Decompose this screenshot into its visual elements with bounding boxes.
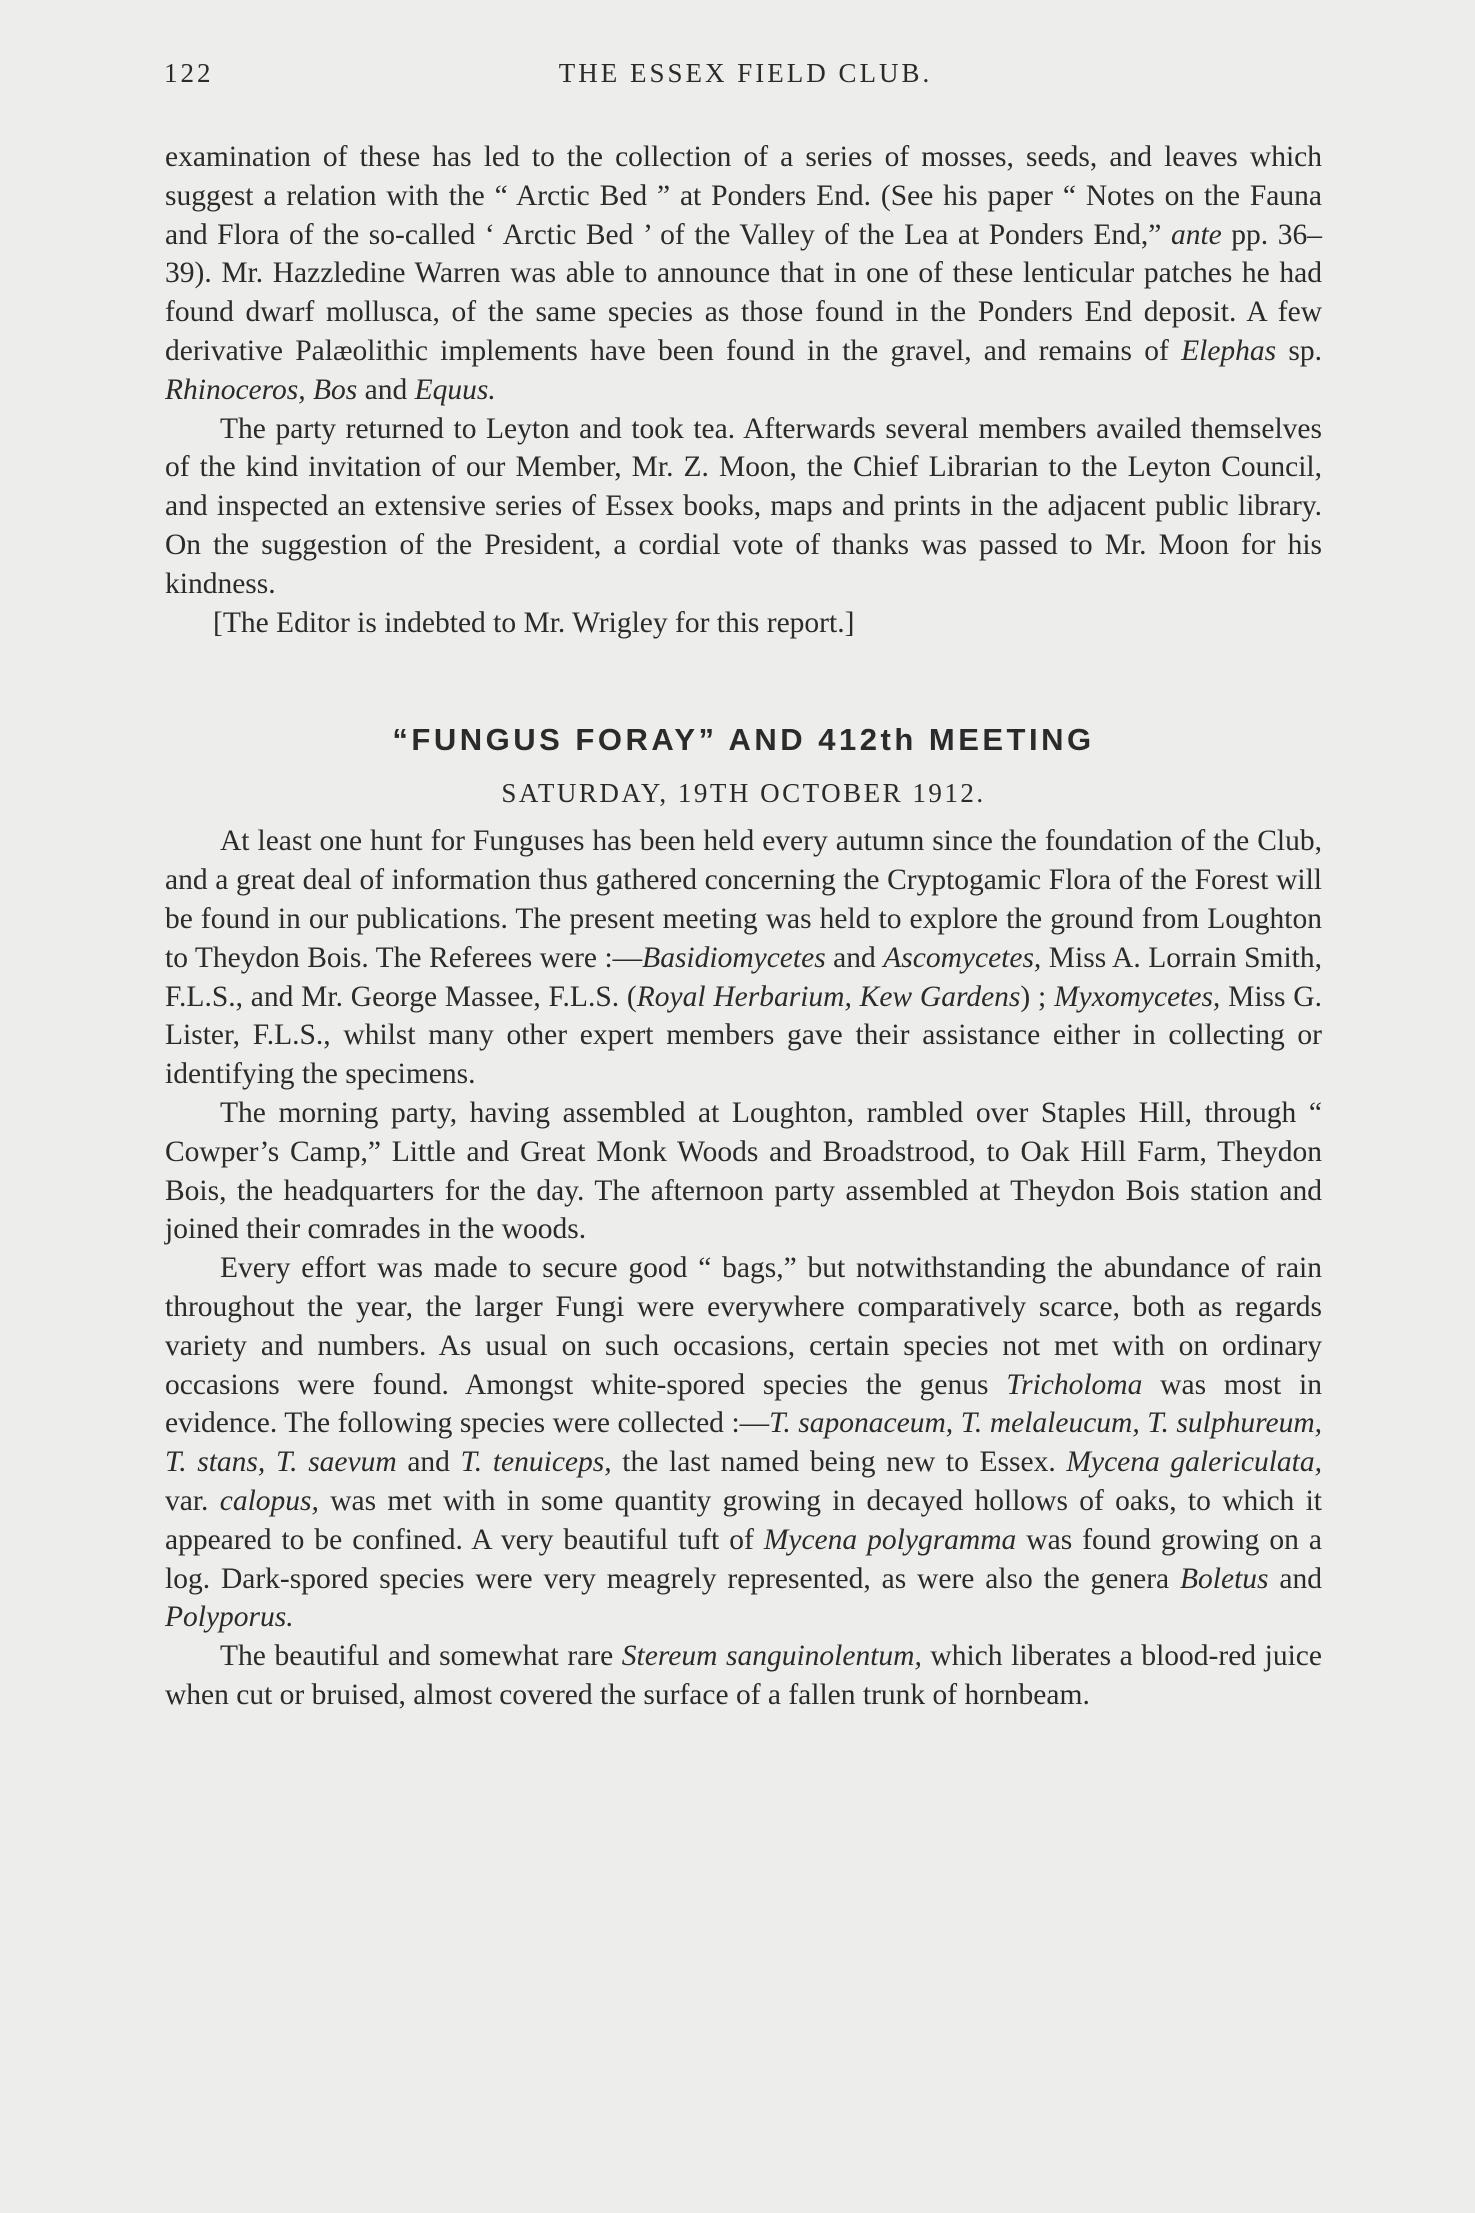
paragraph-fungus-hunt: At least one hunt for Funguses has been held every autumn since the foundation of the Club, and a great deal of information thus gathered concerning the Cryptogamic Flora of the Forest will be found in our publications. The present meeting was held to explore the ground from Loughton to Theydon Bois. The Referees were :—Basidiomycetes and Ascomycetes, Miss A. Lorrain Smith, F.L.S., and Mr. George Massee, F.L.S. (Royal Herbarium, Kew Gardens) ; Myxomycetes, Miss G. Lister, F.L.S., whilst many other expert members gave their assistance either in collecting or identifying the specimens.	[165, 825, 1323, 1091]
running-title: THE ESSEX FIELD CLUB.	[558, 58, 933, 88]
paragraph-party-returned: The party returned to Leyton and took tea. Afterwards several members availed themselves of the kind invitation of our Member, Mr. Z. Moon, the Chief Librarian to the Leyton Council, and inspected an extensive series of Essex books, maps and prints in the adjacent public library. On the suggestion of the President, a cordial vote of thanks was passed to Mr. Moon for his kindness.	[165, 412, 1322, 600]
section-title: “FUNGUS FORAY” AND 412th MEETING	[392, 722, 1095, 758]
section-date: SATURDAY, 19TH OCTOBER 1912.	[501, 778, 986, 809]
paragraph-continued: examination of these has led to the collection of a series of mosses, seeds, and leaves which suggest a relation with the “ Arctic Bed ” at Ponders End. (See his paper “ Notes on the Fauna and Flora of the so-called ‘ Arctic Bed ’ of the Valley of the Lea at Ponders End,” ante pp. 36–39). Mr. Hazzledine Warren was able to announce that in one of these lenticular patches he had found dwarf mollusca, of the same species as those found in the Ponders End deposit. A few derivative Palæolithic implements have been found in the gravel, and remains of Elephas sp. Rhinoceros, Bos and Equus.	[165, 141, 1323, 406]
paragraph-stereum: The beautiful and somewhat rare Stereum sanguinolentum, which liberates a blood-red juice when cut or bruised, almost covered the surface of a fallen trunk of hornbeam.	[165, 1640, 1322, 1711]
editor-note: [The Editor is indebted to Mr. Wrigley for this report.]	[213, 606, 855, 639]
page-header	[164, 58, 1327, 98]
paragraph-morning-party: The morning party, having assembled at Loughton, rambled over Staples Hill, through “ Cowper’s Camp,” Little and Great Monk Woods and Broadstrood, to Oak Hill Farm, Theydon Bois, the headquarters for the day. The afternoon party assembled at Theydon Bois station and joined their comrades in the woods.	[165, 1096, 1322, 1246]
page-number: 122	[164, 58, 214, 88]
page-body	[165, 138, 1322, 1715]
paragraph-every-effort: Every effort was made to secure good “ bags,” but notwithstanding the abundance of rain throughout the year, the larger Fungi were everywhere comparatively scarce, both as regards variety and numbers. As usual on such occasions, certain species not met with on ordinary occasions were found. Amongst white-spored species the genus Tricholoma was most in evidence. The following species were collected :—T. saponaceum, T. melaleucum, T. sulphureum, T. stans, T. saevum and T. tenuiceps, the last named being new to Essex. Mycena galericulata, var. calopus, was met with in some quantity growing in decayed hollows of oaks, to which it appeared to be confined. A very beautiful tuft of Mycena polygramma was found growing on a log. Dark-spored species were very meagrely represented, as were also the genera Boletus and Polyporus.	[165, 1252, 1323, 1634]
